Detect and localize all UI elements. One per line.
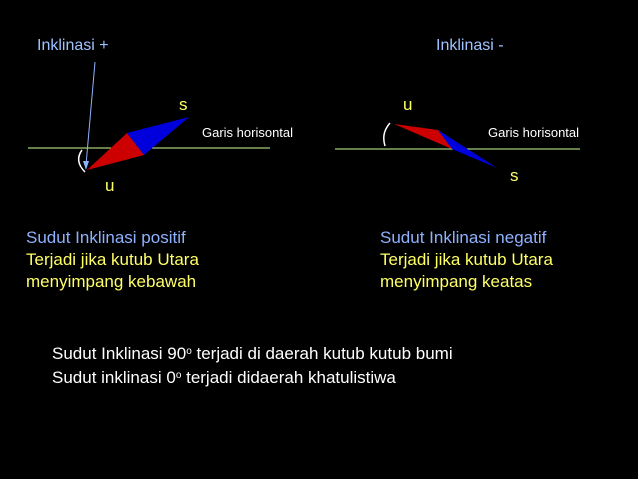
left-caption-line1: Sudut Inklinasi positif — [26, 228, 186, 247]
right-caption — [380, 227, 553, 293]
footer-line-90-degrees — [52, 342, 453, 366]
footer-line1-text: Sudut Inklinasi 90 — [52, 344, 187, 363]
right-angle-arc — [384, 123, 390, 146]
footer-notes — [52, 342, 453, 390]
left-title: Inklinasi + — [37, 37, 109, 54]
right-caption-line1: Sudut Inklinasi negatif — [380, 228, 547, 247]
footer-line-0-degrees — [52, 366, 453, 390]
right-pole-south-label: s — [510, 166, 519, 185]
left-pointer-arrowhead — [83, 161, 89, 170]
left-caption-line2: Terjadi jika kutub Utara — [26, 250, 199, 269]
left-pole-south-label: s — [179, 95, 188, 114]
footer-line1-degree: o — [186, 346, 192, 357]
right-caption-line3: menyimpang keatas — [380, 272, 533, 291]
left-caption — [26, 227, 199, 293]
right-pole-north-label: u — [403, 95, 413, 114]
footer-line1-rest: terjadi di daerah kutub kutub bumi — [191, 344, 453, 363]
left-caption-line3: menyimpang kebawah — [26, 272, 197, 291]
footer-line2-text: Sudut inklinasi 0 — [52, 368, 176, 387]
right-caption-line2: Terjadi jika kutub Utara — [380, 250, 553, 269]
footer-line2-rest: terjadi didaerah khatulistiwa — [181, 368, 396, 387]
left-horizontal-label: Garis horisontal — [202, 125, 294, 140]
right-title: Inklinasi - — [436, 37, 504, 54]
footer-line2-degree: o — [175, 370, 182, 381]
right-horizontal-label: Garis horisontal — [488, 125, 580, 140]
left-pointer-line — [86, 62, 95, 165]
left-pole-north-label: u — [105, 176, 115, 195]
